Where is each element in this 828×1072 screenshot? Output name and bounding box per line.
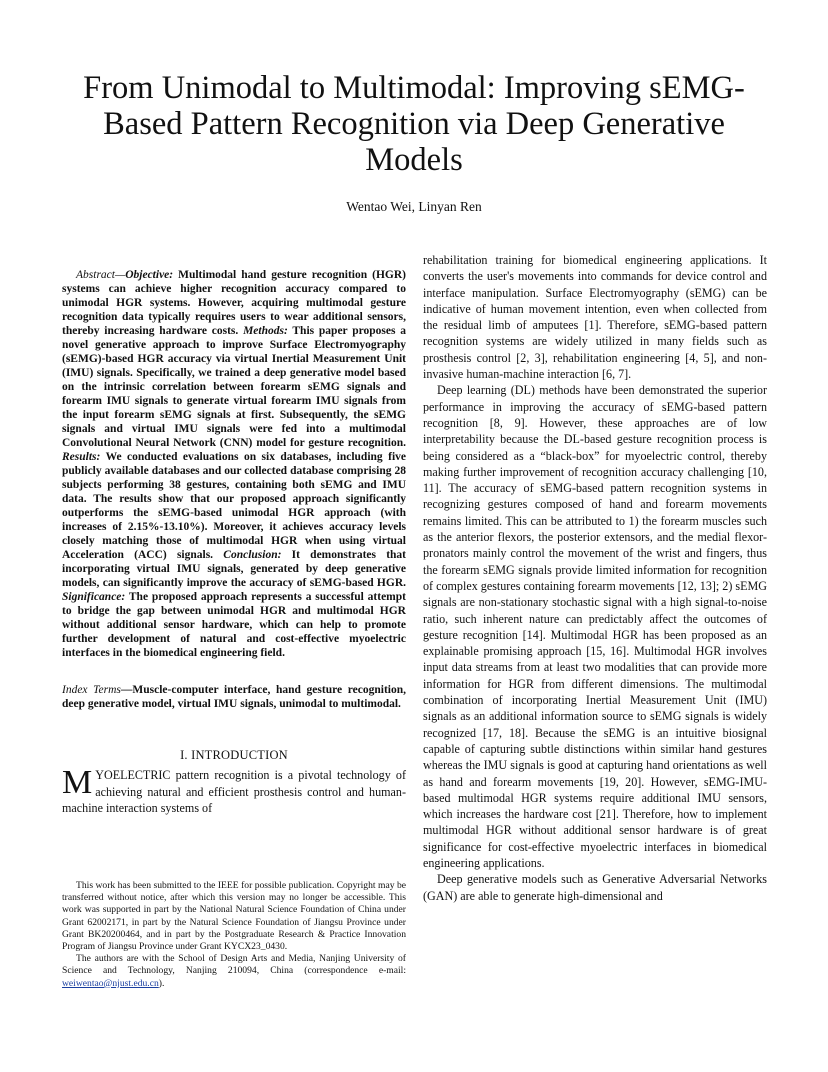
methods-label: Methods: [243, 325, 288, 337]
paper-title: From Unimodal to Multimodal: Improving sEMG-Based Pattern Recognition via Deep Generative Models [83, 70, 745, 178]
dropcap-letter: M [62, 764, 93, 802]
significance-label: Significance: [62, 591, 126, 603]
body-paragraph-1: rehabilitation training for biomedical engineering applications. It converts the user's movements into commands for device control and interface manipulation. Surface Electromyography (sEMG) can be indicative of human movement intention, even when collected from the residual limb of amputees [1]. Therefore, sEMG-based pattern recognition systems are widely utilized in many fields such as prosthesis control [2, 3], rehabilitation engineering [4, 5], and non-invasive human-machine interaction [6, 7]. [423, 253, 767, 382]
abstract-objective: Multimodal hand gesture recognition (HGR) systems can achieve higher recognition accuracy compared to unimodal HGR systems. However, acquiring multimodal gesture recognition data typically requires users to wear additional sensors, thereby increasing hardware costs. [62, 269, 406, 337]
footnote-funding: This work has been submitted to the IEEE for possible publication. Copyright may be transferred without notice, after which this version may no longer be accessible. This work was supported in part by the National Natural Science Foundation of China under Grant 62002171, in part by the Natural Science Foundation of Jiangsu Province under Grant BK20200464, and in part by the Postgraduate Research & Practice Innovation Program of Jiangsu Province under Grant KYCX23_0430. [62, 880, 406, 953]
abstract-methods: This paper proposes a novel generative approach to improve Surface Electromyography (sEMG)-based HGR accuracy via virtual Inertial Measurement Unit (IMU) signals. Specifically, we trained a deep generative model based on the intrinsic correlation between forearm sEMG signals and forearm IMU signals to generate virtual forearm IMU signals from the input forearm sEMG signals at first. Subsequently, the sEMG signals and virtual IMU signals were fed into a multimodal Convolutional Neural Network (CNN) model for gesture recognition. [62, 325, 406, 449]
paper-authors: Wentao Wei, Linyan Ren [346, 199, 482, 214]
footnote-affiliation-text: The authors are with the School of Design Arts and Media, Nanjing University of Science and Technology, Nanjing 210094, China (correspondence e-mail: [62, 953, 406, 977]
footnote [62, 880, 406, 990]
intro-paragraph [62, 764, 406, 816]
body-paragraph-3: Deep generative models such as Generative Adversarial Networks (GAN) are able to generate high-dimensional and [423, 872, 767, 903]
objective-label: Objective: [125, 269, 174, 281]
body-paragraph-2: Deep learning (DL) methods have been demonstrated the superior performance in improving the accuracy of sEMG-based pattern recognition [8, 9]. However, these approaches are of low interpretability because the DL-based gesture recognition process is being considered as a “black-box” for myoelectric control, thereby making further improvement of recognition accuracy challenging [10, 11]. The accuracy of sEMG-based pattern recognition systems in recognizing gestures composed of hand and forearm movements remains limited. This can be attributed to 1) the forearm muscles such as the anterior flexors, the posterior extensors, and the medial flexor-pronators mainly control the movement of the wrist and fingers, thus the forearm sEMG signals provide limited information for recognition of complex gestures containing forearm movements [12, 13]; 2) sEMG signals are non-stationary stochastic signal with a high signal-to-noise ratio, such inherent nature can predictably affect the outcomes of gesture recognition [14]. Multimodal HGR has been proposed as an explainable promising approach [15, 16]. Multimodal HGR involves input data streams from at least two modalities that can provide more information for HGR from different dimensions. The multimodal combination of incorporating Inertial Measurement Unit (IMU) signals as an additional information source to sEMG signals is widely recognized [17, 18]. Because the sEMG is an intuitive biosignal capable of capturing subtle distinctions within similar hand gestures whereas the IMU signals is good at capturing hand orientations as well as hand and forearm movements [19, 20]. However, sEMG-IMU-based multimodal HGR systems require additional IMU sensors, which increases the hardware cost [21]. Therefore, how to implement multimodal HGR without additional sensor hardware is of great significance for cost-effective myoelectric interfaces in biomedical engineering applications. [423, 383, 767, 870]
abstract-dash: — [114, 269, 126, 281]
author-email-link[interactable]: weiwentao@njust.edu.cn [62, 977, 159, 989]
index-terms [62, 683, 406, 711]
results-label: Results: [62, 451, 101, 463]
section-heading-introduction: I. INTRODUCTION [180, 748, 288, 762]
abstract-results: We conducted evaluations on six databases, including five publicly available databases and our collected database comprising 28 subjects performing 38 gestures, containing both sEMG and IMU data. The results show that our proposed approach significantly outperforms the sEMG-based unimodal HGR approach (with increases of 2.15%-13.10%). Moreover, it achieves accuracy levels closely matching those of multimodal HGR when using virtual Acceleration (ACC) signals. [62, 451, 406, 561]
footnote-affiliation [62, 953, 406, 990]
left-column [62, 268, 406, 816]
conclusion-label: Conclusion: [223, 549, 282, 561]
index-terms-dash: — [120, 684, 133, 696]
abstract-label: Abstract [76, 269, 115, 281]
abstract [62, 268, 406, 660]
right-column [423, 252, 767, 904]
index-terms-text: Muscle-computer interface, hand gesture recognition, deep generative model, virtual IMU signals, unimodal to multimodal. [62, 684, 406, 710]
abstract-significance: The proposed approach represents a successful attempt to bridge the gap between unimodal HGR and multimodal HGR without additional sensor hardware, which can help to promote further development of natural and cost-effective myoelectric interfaces in the biomedical engineering field. [62, 591, 406, 659]
index-terms-label: Index Terms [62, 684, 121, 696]
intro-text: YOELECTRIC pattern recognition is a pivotal technology of achieving natural and efficient prosthesis control and human-machine interaction systems of [62, 768, 406, 815]
footnote-affiliation-end: ). [158, 977, 165, 989]
abstract-conclusion: It demonstrates that incorporating virtual IMU signals, generated by deep generative models, can significantly improve the accuracy of sEMG-based HGR. [62, 549, 406, 589]
